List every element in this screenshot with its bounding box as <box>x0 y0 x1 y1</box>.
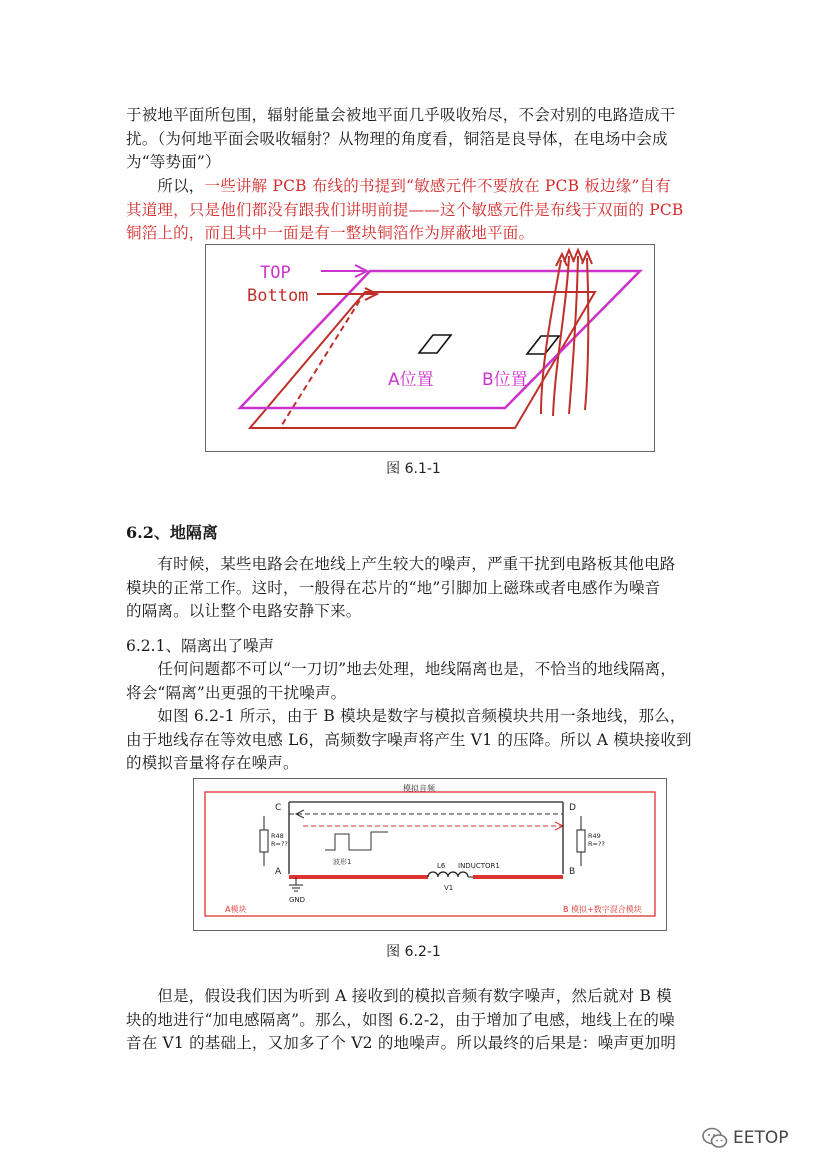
figure-6-1-1 <box>205 244 655 452</box>
text-line: 所以，一些讲解 PCB 布线的书提到“敏感元件不要放在 PCB 板边缘”自有 <box>126 177 671 195</box>
node-c: C <box>275 803 282 813</box>
wechat-icon <box>702 1127 728 1149</box>
position-b-label: B位置 <box>482 370 528 390</box>
text-line: 将会“隔离”出更强的干扰噪声。 <box>126 683 347 702</box>
r48-name: R48 <box>271 832 284 840</box>
text-line: 的模拟音量将存在噪声。 <box>126 754 299 772</box>
text-line: 音在 V1 的基础上，又加多了个 V2 的地噪声。所以最终的后果是：噪声更加明 <box>126 1034 677 1052</box>
text-line: 于被地平面所包围，辐射能量会被地平面几乎吸收殆尽，不会对别的电路造成干 <box>126 106 676 124</box>
paragraph-isolation-caution <box>126 658 702 705</box>
section-title: 6.2、地隔离 <box>126 523 218 542</box>
paragraph-added-inductor <box>126 985 702 1056</box>
red-text: 一些讲解 PCB 布线的书提到“敏感元件不要放在 PCB 板边缘”自有 <box>204 177 671 195</box>
top-layer-label: TOP <box>260 263 291 283</box>
resistor-r49 <box>577 830 585 852</box>
resistor-r48 <box>260 830 268 852</box>
text-line: 为“等势面”） <box>126 153 221 171</box>
a-module-label: A模块 <box>225 905 247 914</box>
figure-caption-6-2-1: 图 6.2-1 <box>386 944 441 960</box>
voltage-v1: V1 <box>444 884 454 892</box>
r48-value: R=?? <box>271 840 288 848</box>
text-line: 扰。（为何地平面会吸收辐射？从物理的角度看，铜箔是良导体，在电场中会成 <box>126 129 668 148</box>
node-b: B <box>569 867 576 877</box>
gnd-label: GND <box>289 896 306 904</box>
b-module-label: B 模拟+数字混合模块 <box>563 905 642 914</box>
position-a-label: A位置 <box>388 370 434 390</box>
paragraph-ground-plane-absorption <box>126 104 702 175</box>
inductor-part: INDUCTOR1 <box>458 862 500 870</box>
r49-value: R=?? <box>588 840 605 848</box>
node-a: A <box>275 867 282 877</box>
paragraph-sensitive-components <box>126 175 702 246</box>
text-line: 其道理，只是他们都没有跟我们讲明前提——这个敏感元件是布线于双面的 PCB <box>126 200 684 219</box>
analog-audio-label: 模拟音频 <box>403 784 435 793</box>
text-line: 模块的正常工作。这时，一般得在芯片的“地”引脚加上磁珠或者电感作为噪音 <box>126 578 661 597</box>
inductor-ref: L6 <box>437 862 446 870</box>
text-line: 块的地进行“加电感隔离”。那么，如图 6.2-2，由于增加了电感，地线上在的噪 <box>126 1010 675 1029</box>
bottom-layer-label: Bottom <box>247 286 309 306</box>
text-line: 的隔离。以让整个电路安静下来。 <box>126 602 362 620</box>
paragraph-ground-noise <box>126 553 702 624</box>
paragraph-figure-6-2-1-explanation <box>126 705 702 776</box>
text-line: 铜箔上的，而且其中一面是有一整块铜箔作为屏蔽地平面。 <box>126 224 535 242</box>
text-line: 任何问题都不可以“一刀切”地去处理，地线隔离也是，不恰当的地线隔离， <box>126 660 677 678</box>
subsection-title: 6.2.1、隔离出了噪声 <box>126 637 274 655</box>
watermark <box>702 1127 789 1149</box>
text-line: 但是，假设我们因为听到 A 接收到的模拟音频有数字噪声，然后就对 B 模 <box>126 987 672 1005</box>
waveform-label: 波形1 <box>333 858 352 866</box>
r49-name: R49 <box>588 832 601 840</box>
node-d: D <box>569 803 576 813</box>
figure-caption-6-1-1: 图 6.1-1 <box>386 461 441 477</box>
text-line: 有时候，某些电路会在地线上产生较大的噪声，严重干扰到电路板其他电路 <box>126 555 676 573</box>
text-line: 如图 6.2-1 所示，由于 B 模块是数字与模拟音频模块共用一条地线，那么， <box>126 707 686 725</box>
figure-6-2-1 <box>193 778 667 931</box>
text-line: 由于地线存在等效电感 L6，高频数字噪声将产生 V1 的压降。所以 A 模块接收到 <box>126 730 692 749</box>
watermark-text: EETOP <box>733 1128 789 1148</box>
